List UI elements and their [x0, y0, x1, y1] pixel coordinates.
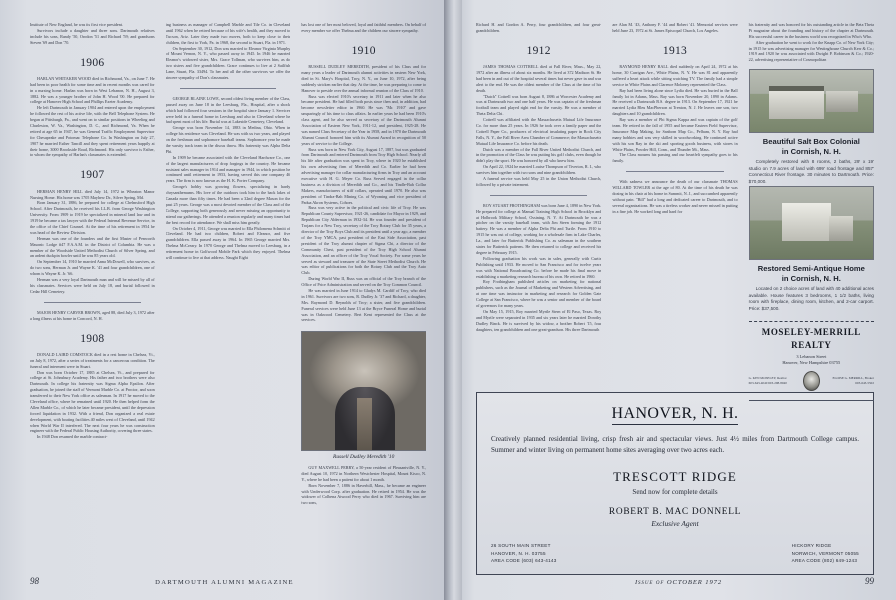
realty-address — [749, 354, 874, 367]
paragraph: George's hobby was growing flowers, specializing in hardy chrysanthemums. His love of the outdoors took him to the back lakes of Canada more than fifty times. He had been a 32nd degree Mason for the past 25 years. George was a most devoted member of the Class and of the College, supporting both generously and never missing an opportunity to attend our gatherings. He attended a reunion regularly and many times had the best record for attendance. We shall miss him greatly. — [165, 184, 291, 225]
paragraph: Herman was one of the founders and the first Master of Penworth Masonic Lodge #47 F.A.A.M. in the District of Columbia. He was a member of the Woodside United Methodist Church of Silver Spring, and an ardent duckpin bowler until he was 85 years old. — [30, 235, 155, 259]
paragraph: ing business as manager of Campbell Marble and Tile Co. in Cleveland until 1962 when he retired because of his wife's health, and they moved to Tucson, Ariz. Later they made two moves, both to keep close to their children, the first to York, Pa. in 1968, the second to Stuart, Fla. in 1971. — [165, 22, 291, 45]
paragraph: With sadness we announce the death of our classmate THOMAS WILLARD TOWLER at the age of 80. At the time of his death he was dozing in his chair at his home in Summit, N. J., and succumbed apparently without pain. "Bill" had a long and dedicated career to Dartmouth, and to several organizations. He was a tireless worker and never missed in putting in a fine job. He worked long and hard for — [612, 179, 738, 214]
class-year-heading-1908: 1908 — [80, 332, 105, 345]
paragraph: He was married in June 1914 to Gladys M. Cardiff of Troy, who died in 1961. Survivors are two sons, R. Dudley Jr. '37 and Richard, a daughter, Mrs. Raymond D. Reynolds of Troy; a sister, and five grandchildren. Funeral services were held June 13 at the Bryce Funeral Home and burial was in Oakwood Cemetery. Bert Kent represented the Class at the services. — [301, 287, 427, 323]
trescott-ridge-ad[interactable] — [476, 392, 874, 575]
folio-left: 98 — [30, 576, 39, 586]
left-column-3 — [301, 22, 426, 546]
trescott-office-hanover: 26 SOUTH MAIN STREET HANOVER, N. H. 03755 AREA CODE (603) 643-4143 — [491, 543, 557, 563]
left-column-1 — [30, 22, 155, 546]
left-column-2 — [166, 22, 291, 546]
right-column-3 — [748, 22, 874, 385]
salt-box-colonial-photo — [749, 69, 874, 133]
paragraph: RUSSELL DUDLEY MEREDITH, president of his Class and for many years a leader of Dartmouth alumni activities in eastern New York, died in St. Mary's Hospital, Troy, N. Y., on June 10, 1972, after being suddenly stricken earlier that day. At the time, he was preparing to come to Hanover to preside over the annual informal reunion of the Class of 1910. — [301, 64, 427, 93]
section-divider — [490, 195, 587, 196]
paragraph: Russ was very active in the political and civic life of Troy. He was Republican County Supervisor, 1921-26, candidate for Mayor in 1929, and Republican City Alderman in 1932-34. He was founder and president of Trojans for a New Troy, secretary of the Troy Rotary Club for 35 years, a director of the Troy Boys Club and its president until a year ago, a member of the Troy YMCA, past president of the East Side Association, past president of the Troy alumni chapter of Sigma Chi, a director of the Community Chest, past president of the Troy High School Alumni Association, and an officer of the Troy Vocal Society. For some years he served as steward and treasurer of the State Street Methodist Church. He was editor of publications for both the Rotary Club and the Troy Auto Club. — [301, 205, 427, 276]
real-estate-ad-1[interactable] — [749, 69, 874, 186]
paragraph: are Alan M. '43, Anthony F. '44 and Robert '41. Memorial services were held June 23, 1972 at St. James Episcopal Church, Los Angeles. — [612, 22, 738, 33]
trescott-ad-lead: Creatively planned residential living, crisp fresh air and spectacular views. Just 4½ miles from Dartmouth College campus. Summer and winter living on permanent home sites averaging over two acres each. — [491, 435, 859, 454]
ad-2-headline-line1: Restored Semi-Antique Home — [757, 264, 865, 274]
class-year-heading-1907: 1907 — [80, 169, 105, 182]
paragraph: Roy Frothingham published articles on marketing for national publishers, such as the Journal of Marketing and Western Advertising, and at one time was instructor in marketing and research for Golden Gate College at San Francisco, where he was a senior and member of the board of governors for many years. — [476, 279, 602, 308]
paragraph: On May 15, 1915, Roy married Myrtle Stern of El Paso, Texas. Roy and Myrtle were separated in 1935 and six years later he married Dorothy Dudley Binck. He is survived by his widow, a brother Robert '15, four daughters, ten grandchildren and one great-grandson. His three Dartmouth — [476, 308, 602, 332]
paragraph: George was born November 14, 1883 in Medina, Ohio. When in college his residence was Cleveland. He was with us two years, and played on the freshman and sophomore baseball teams. Sophomore year he made the varsity track team in the discus throw. His fraternity was Alpha Delta Phi. — [165, 125, 291, 154]
paragraph: RAYMOND HENRY BALL died suddenly on April 24, 1972 at his home, 30 Carrigan Ave., White Plains, N. Y. He was 81 and apparently suffered a heart attack while sitting watching TV. The family had a simple service in White Plains and Clarence Moloney represented the Class. — [612, 64, 738, 87]
photo-caption: Russell Dudley Meredith '10 — [333, 454, 395, 461]
paragraph: The Class mourns his passing and our heartfelt sympathy goes to his family. — [612, 152, 738, 164]
paragraph: GUY MAXWELL PERRY, a 50-year resident of Pleasantville, N. Y., died August 10, 1972 in Northern Westchester Hospital, Mount Kisco, N. Y., where he had been a patient for about 1 month. — [301, 464, 427, 482]
realty-address-line1: 3 Lebanon Street — [796, 353, 827, 359]
paragraph: HARLAN WHITAKER WOOD died in Richmond, Va., on June 7. He had been in poor health for some time and in recent months was cared for in a nursing home. Harlan was born in West Lebanon, N. H., August 3, 1882. He was a younger brother of John H. Wood '00. He prepared for college at Hanover High School and Phillips Exeter Academy. — [30, 75, 155, 105]
paragraph: On September 30, 1912, Don was married to Eleanor Virginia Murphy of Mount Vernon, N. Y., who passed away in 1945. In 1946 he married Eleanor's widowed sister, Mrs. Grace Tollman, who survives him, as do two sisters and five grandchildren. Grace continues to live at 2 Sailfish Lane, Stuart, Fla. 33494. To her and all the other survivors we offer the sincere sympathy of Don's classmates. — [165, 45, 291, 81]
trescott-title-wrap — [491, 405, 859, 425]
right-column-1 — [476, 22, 601, 382]
semi-antique-home-photo — [749, 186, 874, 260]
realty-agent-left: G. KEN MOSELEY, Realtor 603-643-4040 603-298-8040 — [748, 376, 787, 385]
paragraph: Born January 31, 1886, he prepared for college at Chelmsford High School. After Dartmouth, he received his LL.B. from George Washington University. From 1909 to 1919 he specialized in mineral land law and in 1919 he became a tax lawyer with the Federal Internal Revenue Service, in the office of the Chief Counsel. At the time of his retirement in 1954 he was head of the Review Division. — [30, 200, 155, 235]
paragraph: Herman was a very loyal Dartmouth man and will be missed by all of his classmates. Services were held on July 18, and burial followed in Cedar Hill Cemetery. — [30, 277, 155, 294]
ad-bottom-rule — [749, 400, 874, 401]
paragraph: GEORGE BLAINE LOWE, second oldest living member of the Class, passed away on June 18 in the Leesburg, Fla., Hospital, after a shock which had followed four sessions in the hospital since January 1. Services were held in a funeral home in Leesburg and also in Cleveland where he had spent most of his life. Burial was at Lakeside Cemetery, Cleveland. — [165, 95, 291, 125]
paragraph: Born November 7, 1886 in Haverhill, Mass., he became an engineer with Underwood Corp. after graduation. He retired in 1954. He was the widower of Colbena Atwood Perry who died in 1967. Surviving him are two sons, — [301, 482, 427, 506]
realty-agents-row — [749, 371, 874, 391]
trescott-agent-role: Exclusive Agent — [651, 519, 699, 529]
paragraph: Ray was a member of Phi Sigma Kappa and was captain of the golf team. He retired in the fall of 1955 and became Eastern Field Supervisor, Insurance Map Making, for Sanborn Map Co., Pelham, N. Y. Ray had many hobbies and was very skilled in woodworking. He continued active with his son Ray in the ski and sporting goods business, with stores in White Plains, Powder Hill, Conn., and Thunder Mt., Mass. — [612, 117, 738, 152]
paragraph: Institute of New England, he was its first vice president. — [30, 22, 124, 27]
ad-2-body: Located on 2 choice acres of land with 40 additional acres available. House features 3 bedrooms, 1 1/2 baths, living room with fireplace, dining room, kitchen, and 2-car carport. Price: $37,500. — [748, 285, 874, 312]
section-divider — [44, 302, 141, 303]
ad-2-headline — [749, 264, 874, 283]
paragraph: HERMAN HENRY HILL died July 14, 1972 in Wheaton Manor Nursing Home. His home was 1705 Mayhew Dr., Silver Spring, Md. — [30, 188, 155, 200]
section-divider — [180, 88, 277, 89]
left-page-columns — [30, 22, 426, 546]
running-head-right: Issue of OCTOBER 1972 — [634, 579, 723, 586]
section-divider — [626, 171, 723, 172]
paragraph: "Dutch" Cottrell was born August 8, 1886 at Worcester Academy and was at Dartmouth two and one half years. He was captain of the freshman football team and played right end for the varsity. He was a member of Theta Delta Chi. — [476, 93, 602, 117]
trescott-ad-title: HANOVER, N. H. — [612, 405, 739, 425]
paragraph: After graduation he went to work for the Knapp Co. of New York City; in 1915 he was advertising manager for Westinghouse Church Kerr & Co.; 1919 and 1920 he was associated with Dwight P. Robinson & Co.; 1920-22, advertising representative of Cosmopolitan — [748, 39, 874, 63]
page-right — [452, 0, 896, 600]
paragraph: MAJOR HENRY CARVER BROWN, aged 88, died July 3, 1972 after a long illness at his home in Concord, N. H. — [30, 309, 155, 321]
real-estate-ad-2[interactable] — [749, 186, 874, 313]
running-head-left: DARTMOUTH ALUMNI MAGAZINE — [155, 579, 294, 586]
trescott-office-norwich: HICKORY RIDGE NORWICH, VERMONT 05055 AREA CODE (802) 649-1243 — [791, 543, 859, 563]
ad-1-body: Completely restored with 8 rooms, 2 baths, 29' x 19' studio on 7.9 acres of land with 699' road frontage and 857' Connecticut River frontage. 30 minutes to Dartmouth. Price: $70,000. — [748, 158, 874, 185]
trescott-development-name: TRESCOTT RIDGE — [613, 469, 737, 485]
paragraph: On October 4, 1911, George was married to Ella Philomena Schmitt of Cleveland. He had two children, Robert and Eleanor, and five grandchildren. Ella passed away in 1964. In 1965 George married Mrs. Thelma McCreary. In 1970 George and Thelma moved to Leesburg, in a retirement home in Golfwood Mobile Park which they enjoyed. Thelma will continue to live at that address. Naught Eight — [165, 225, 291, 260]
paragraph: During World War II, Russ was an official of the Troy branch of the Office of Price Administration and served on the Troy Common Council. — [301, 276, 427, 288]
left-page-footer — [0, 576, 452, 586]
class-year-heading-1913: 1913 — [662, 44, 688, 57]
paragraph: Russ was elected 1910's secretary in 1911 and later when he also became president. He had filled both posts since then and, in addition, had become newsletter editor in 1960. He was "Mr. 1910" and gave unsparingly of his time to class affairs. In earlier years he had been 1910's class agent, and he also served as secretary of the Dartmouth Alumni Association of Eastern New York, 1911-12, and president, 1925-28. He was named Class Secretary of the Year in 1958, and in 1970 the Dartmouth Alumni Council honored him with its Alumni Award in recognition of 50 years of service to the College. — [301, 93, 427, 146]
trescott-offices — [491, 542, 859, 564]
paragraph: On April 22, 1924 he married Louise Thompson of Tiverton, R. I., who survives him together with two sons and nine grandchildren. — [476, 164, 602, 176]
paragraph: On September 14, 1910 he married Anna McDowell, who survives, as do two sons, Herman Jr. and Wayne K. '41 and four grandchildren, one of whom is Wayne K. Jr. '66. — [30, 259, 155, 277]
paragraph: Ray had been living alone since Lydia died. He was buried in the Ball family lot in Adams, Mass. Ray was born November 20, 1890 in Adams. He received a Dartmouth B.S. degree in 1913. On September 17, 1921 he married Lydia Bleu MacPherson at Trenton, N. J. He leaves one son, two daughters and 10 grandchildren. — [612, 87, 738, 117]
class-year-heading-1912: 1912 — [526, 44, 551, 57]
trescott-cta[interactable]: Send now for complete details — [632, 488, 718, 497]
paragraph: In 1948 Don resumed the marble contract- — [37, 434, 108, 440]
moseley-merrill-realty-block[interactable] — [749, 326, 874, 390]
paragraph: DONALD LAIRD COMSTOCK died in a rest home in Chelsea, Vt., on July 8, 1972, after a series of treatments for a cancerous condition. The funeral and interment were in Stuart. — [30, 351, 155, 369]
paragraph: ROY STUART FROTHINGHAM was born June 4, 1890 in New York. He prepared for college at Manual Training High School in Brooklyn and at Holbrook Military School, Ossining, N. Y. At Dartmouth he was a pitcher on the varsity baseball team, with Jim Steen forming the 1912 battery. He was a member of Alpha Delta Phi and Turtle. From 1910 to 1915 he was out of college, working for a wholesale firm in Lake Charles, La., and later for Butterick Publishing Co. as salesman in the southern states for Butterick patterns. He then returned to college and received his degree in February 1915. — [476, 202, 602, 255]
paragraph: Russ was born in New York City, August 17, 1887, but was graduated from Dartmouth and entered Dartmouth from Troy High School. Nearly all his life after graduation was spent in Troy, where in 1920 he established his own advertising firm of Meredith and Co. Earlier he had been advertising manager for collar manufacturing firms in Troy and an account executive with H. G. Meyer Co. Russ Served engaged in the collar business as a division of Meredith and Co., and his Tindle-Bah Collar Makers, manufacturers of stiff collars, operated until 1970. He also was president of Tindra-Bah Mining Co. of Wyoming and vice president of Padua Akron Systems, Cohoes. — [301, 146, 427, 205]
portrait-photo — [301, 331, 426, 451]
class-year-heading-1906: 1906 — [80, 56, 105, 69]
right-page-footer — [452, 576, 896, 586]
ad-1-headline-line1: Beautiful Salt Box Colonial — [762, 137, 860, 147]
right-column-2 — [612, 22, 737, 382]
paragraph: Cottrell was affiliated with the Massachusetts Mutual Life Insurance Co. for more than 25 years. In 1926 he took over a family paper and the Cottrell Paper Co., producers of electrical insulating paper in Rock City Falls, N. Y., the Fall River Area Chamber of Commerce; the Massachusetts Mutual Life Insurance Co. before his death. — [476, 117, 602, 146]
paragraph: JAMES THOMAS COTTRELL died at Fall River, Mass., May 22, 1972 after an illness of about six months. He lived at 372 Madison St. He had been in and out of the hospital several times but never gave in and was alert to the end. He was the oldest member of the Class at the time of his death. — [476, 64, 602, 93]
class-year-heading-1910: 1910 — [351, 44, 376, 57]
folio-right: 99 — [865, 576, 874, 586]
dashed-divider — [749, 321, 874, 322]
paragraph: Survivors include a daughter and three sons. Dartmouth relatives include his sons, Randy '50, Orodon '51 and Richard '59; and grandsons Steven '69 and Don '70. — [30, 27, 155, 45]
ad-1-headline-line2: in Cornish, N. H. — [781, 146, 841, 156]
paragraph: Richard H. and Gordon A. Perry, four grandchildren, and four great-grandchildren. — [476, 22, 602, 33]
paragraph: Following graduation his work was in sales, generally with Curtis Publishing until 1933. He moved to San Francisco and for twelve years was with National Broadcasting Co. before he made his final move in establishing a marketing research bureau of his own. He retired in 1960. — [476, 255, 602, 279]
paragraph: has lost one of her most beloved, loyal and faithful members. On behalf of every member we offer Thelma and the children our sincere sympathy. — [301, 22, 427, 33]
paragraph: In 1909 he became associated with the Cleveland Hardware Co., one of the largest manufacturers of drop forgings in the country. He became assistant sales manager in 1914 and manager in 1944, in which position he continued until retirement in 1953, having served this one company 46 years. The firm is now known as the H. K. Porter Company. — [165, 154, 291, 184]
realty-address-line2: Hanover, New Hampshire 03755 — [782, 360, 841, 366]
realtor-seal-icon — [803, 371, 820, 391]
ad-1-headline — [749, 137, 874, 156]
realty-name: MOSELEY-MERRILL REALTY — [761, 327, 861, 350]
paragraph: He left Dartmouth in January 1904 and entered upon the employment he followed the rest of his active life, with the Bell Telephone System. He began at Pittsburgh, Pa., and went on to similar positions in Wheeling and Charleston, W. Va., Washington, D. C., and Richmond, Va. When he retired at age 65 in 1947, he was General Traffic Employment Supervisor for Chesapeake and Potomac Telephone Co. In Washington on July 27, 1907 he married Esther Tancill and they spent retirement years happily at their home, 3000 Brookside Road, Richmond. His only survivor is Esther, to whom the sympathy of Harlan's classmates is extended. — [30, 105, 155, 158]
ad-2-headline-line2: in Cornish, N. H. — [781, 273, 841, 283]
paragraph: A funeral service was held May 25 in the Union Methodist Church, followed by a private interment. — [476, 176, 602, 187]
portrait-photo-figure — [301, 331, 426, 462]
trescott-agent-name: ROBERT B. MAC DONNELL — [608, 507, 742, 518]
paragraph: his fraternity and was honored for his outstanding article in the Beta Theta Pi magazine about the founding and history of the chapter at Dartmouth. His successful career in the business world was recognized in Who's Who. — [748, 22, 874, 39]
paragraph: Don was born October 17, 1885 at Chelsea, Vt., and prepared for college at St. Johnsbury Academy. His father and two brothers were also Dartmouth. In college his fraternity was Sigma Alpha Epsilon. After graduation, he joined the staff of Vermont Marble Co. at Proctor, and soon transferred to their New York office as salesman. In 1917 he moved to the Cleveland office, where he remained until 1920. He then helped form the Allen Marble Co., of which he later became president, until the depression forced liquidation in 1932. With a friend, Don organized a real estate development, with boating facilities 40 miles west of Cleveland, until 1942 when World War II interfered. The next four years he was construction engineer with the Federal Public Housing Authority, covering three states. — [30, 369, 155, 434]
right-page-columns — [476, 22, 874, 385]
paragraph: Dutch was a member of the Fall River United Methodist Church, and in the promotion of the Class he was putting his golf clubs, even though he didn't play the sport. He was honored by all who knew him. — [476, 146, 602, 164]
realty-agent-right: ELOISE G. MERRILL, Broker 603-643-5502 — [832, 376, 874, 385]
